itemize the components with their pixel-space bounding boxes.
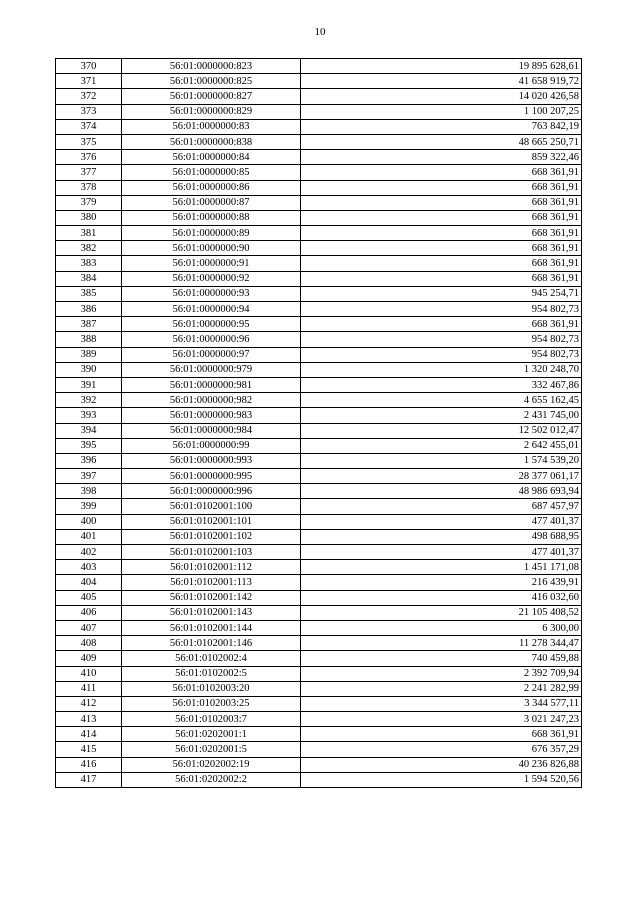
row-number-cell: 414 [56, 727, 122, 742]
table-row [56, 620, 582, 635]
cadastral-value-cell: 668 361,91 [301, 727, 582, 742]
table-row [56, 590, 582, 605]
row-number-cell: 390 [56, 362, 122, 377]
table-row [56, 150, 582, 165]
row-number-cell: 404 [56, 575, 122, 590]
row-number-cell: 400 [56, 514, 122, 529]
table-row [56, 317, 582, 332]
row-number-cell: 406 [56, 605, 122, 620]
cadastral-value-cell: 41 658 919,72 [301, 74, 582, 89]
cadastral-value-cell: 668 361,91 [301, 256, 582, 271]
row-number-cell: 386 [56, 302, 122, 317]
table-row [56, 575, 582, 590]
cadastral-number-cell: 56:01:0000000:89 [122, 226, 301, 241]
table-row [56, 377, 582, 392]
row-number-cell: 403 [56, 560, 122, 575]
table-body [56, 59, 582, 788]
cadastral-number-cell: 56:01:0000000:90 [122, 241, 301, 256]
cadastral-value-cell: 763 842,19 [301, 119, 582, 134]
table-row [56, 666, 582, 681]
cadastral-value-cell: 1 574 539,20 [301, 453, 582, 468]
table-row [56, 332, 582, 347]
cadastral-number-cell: 56:01:0000000:88 [122, 210, 301, 225]
row-number-cell: 395 [56, 438, 122, 453]
cadastral-value-cell: 945 254,71 [301, 286, 582, 301]
cadastral-number-cell: 56:01:0102001:103 [122, 545, 301, 560]
table-row [56, 74, 582, 89]
table-row [56, 742, 582, 757]
row-number-cell: 399 [56, 499, 122, 514]
table-row [56, 210, 582, 225]
row-number-cell: 373 [56, 104, 122, 119]
cadastral-value-cell: 668 361,91 [301, 271, 582, 286]
cadastral-value-cell: 21 105 408,52 [301, 605, 582, 620]
row-number-cell: 375 [56, 134, 122, 149]
cadastral-value-cell: 477 401,37 [301, 545, 582, 560]
cadastral-value-cell: 3 021 247,23 [301, 712, 582, 727]
cadastral-value-cell: 2 241 282,99 [301, 681, 582, 696]
row-number-cell: 409 [56, 651, 122, 666]
cadastral-value-cell: 1 100 207,25 [301, 104, 582, 119]
cadastral-number-cell: 56:01:0102001:113 [122, 575, 301, 590]
cadastral-value-cell: 954 802,73 [301, 302, 582, 317]
row-number-cell: 370 [56, 59, 122, 74]
table-row [56, 347, 582, 362]
cadastral-value-cell: 668 361,91 [301, 165, 582, 180]
table-row [56, 89, 582, 104]
row-number-cell: 401 [56, 529, 122, 544]
table-row [56, 165, 582, 180]
cadastral-number-cell: 56:01:0000000:92 [122, 271, 301, 286]
row-number-cell: 411 [56, 681, 122, 696]
row-number-cell: 388 [56, 332, 122, 347]
row-number-cell: 405 [56, 590, 122, 605]
row-number-cell: 407 [56, 620, 122, 635]
table-row [56, 226, 582, 241]
table-row [56, 696, 582, 711]
row-number-cell: 380 [56, 210, 122, 225]
cadastral-value-cell: 668 361,91 [301, 195, 582, 210]
table-row [56, 119, 582, 134]
cadastral-value-cell: 668 361,91 [301, 210, 582, 225]
row-number-cell: 410 [56, 666, 122, 681]
cadastral-number-cell: 56:01:0202001:5 [122, 742, 301, 757]
table-row [56, 772, 582, 787]
row-number-cell: 413 [56, 712, 122, 727]
page-number: 10 [314, 26, 326, 38]
cadastral-number-cell: 56:01:0000000:94 [122, 302, 301, 317]
cadastral-value-cell: 676 357,29 [301, 742, 582, 757]
cadastral-value-cell: 1 594 520,56 [301, 772, 582, 787]
cadastral-number-cell: 56:01:0000000:996 [122, 484, 301, 499]
cadastral-value-cell: 40 236 826,88 [301, 757, 582, 772]
cadastral-number-cell: 56:01:0000000:981 [122, 377, 301, 392]
cadastral-value-cell: 4 655 162,45 [301, 393, 582, 408]
cadastral-number-cell: 56:01:0000000:825 [122, 74, 301, 89]
cadastral-value-cell: 12 502 012,47 [301, 423, 582, 438]
cadastral-number-cell: 56:01:0000000:829 [122, 104, 301, 119]
cadastral-number-cell: 56:01:0102001:146 [122, 636, 301, 651]
cadastral-value-cell: 954 802,73 [301, 332, 582, 347]
cadastral-number-cell: 56:01:0000000:91 [122, 256, 301, 271]
table-row [56, 256, 582, 271]
row-number-cell: 417 [56, 772, 122, 787]
table-row [56, 727, 582, 742]
row-number-cell: 416 [56, 757, 122, 772]
table-row [56, 438, 582, 453]
cadastral-value-cell: 2 431 745,00 [301, 408, 582, 423]
cadastral-number-cell: 56:01:0102001:143 [122, 605, 301, 620]
table-row [56, 59, 582, 74]
cadastral-value-cell: 48 986 693,94 [301, 484, 582, 499]
cadastral-number-cell: 56:01:0102003:25 [122, 696, 301, 711]
cadastral-number-cell: 56:01:0000000:95 [122, 317, 301, 332]
cadastral-value-cell: 668 361,91 [301, 317, 582, 332]
row-number-cell: 371 [56, 74, 122, 89]
row-number-cell: 392 [56, 393, 122, 408]
cadastral-number-cell: 56:01:0102003:7 [122, 712, 301, 727]
table-row [56, 286, 582, 301]
table-row [56, 362, 582, 377]
cadastral-number-cell: 56:01:0000000:87 [122, 195, 301, 210]
cadastral-number-cell: 56:01:0102001:144 [122, 620, 301, 635]
table-row [56, 545, 582, 560]
cadastral-number-cell: 56:01:0000000:993 [122, 453, 301, 468]
cadastral-number-cell: 56:01:0000000:823 [122, 59, 301, 74]
cadastral-number-cell: 56:01:0000000:97 [122, 347, 301, 362]
table-row [56, 529, 582, 544]
row-number-cell: 383 [56, 256, 122, 271]
cadastral-number-cell: 56:01:0202001:1 [122, 727, 301, 742]
row-number-cell: 372 [56, 89, 122, 104]
cadastral-number-cell: 56:01:0000000:86 [122, 180, 301, 195]
cadastral-value-cell: 668 361,91 [301, 241, 582, 256]
cadastral-number-cell: 56:01:0000000:83 [122, 119, 301, 134]
table-row [56, 423, 582, 438]
table-row [56, 651, 582, 666]
cadastral-value-cell: 416 032,60 [301, 590, 582, 605]
cadastral-value-cell: 216 439,91 [301, 575, 582, 590]
table-row [56, 195, 582, 210]
table-row [56, 104, 582, 119]
table-row [56, 757, 582, 772]
row-number-cell: 391 [56, 377, 122, 392]
cadastral-number-cell: 56:01:0000000:995 [122, 469, 301, 484]
row-number-cell: 387 [56, 317, 122, 332]
row-number-cell: 376 [56, 150, 122, 165]
cadastral-value-cell: 332 467,86 [301, 377, 582, 392]
row-number-cell: 378 [56, 180, 122, 195]
cadastral-number-cell: 56:01:0000000:982 [122, 393, 301, 408]
table-row [56, 393, 582, 408]
cadastral-value-cell: 859 322,46 [301, 150, 582, 165]
row-number-cell: 396 [56, 453, 122, 468]
row-number-cell: 397 [56, 469, 122, 484]
row-number-cell: 381 [56, 226, 122, 241]
cadastral-value-cell: 668 361,91 [301, 180, 582, 195]
table-row [56, 514, 582, 529]
row-number-cell: 398 [56, 484, 122, 499]
cadastral-value-cell: 14 020 426,58 [301, 89, 582, 104]
cadastral-number-cell: 56:01:0000000:85 [122, 165, 301, 180]
cadastral-value-cell: 2 642 455,01 [301, 438, 582, 453]
row-number-cell: 384 [56, 271, 122, 286]
cadastral-number-cell: 56:01:0102001:100 [122, 499, 301, 514]
cadastral-number-cell: 56:01:0102001:101 [122, 514, 301, 529]
table-row [56, 302, 582, 317]
cadastral-number-cell: 56:01:0000000:84 [122, 150, 301, 165]
cadastral-value-cell: 6 300,00 [301, 620, 582, 635]
row-number-cell: 412 [56, 696, 122, 711]
cadastral-value-cell: 1 320 248,70 [301, 362, 582, 377]
table-row [56, 681, 582, 696]
cadastral-number-cell: 56:01:0102003:20 [122, 681, 301, 696]
table-row [56, 469, 582, 484]
cadastral-number-cell: 56:01:0000000:984 [122, 423, 301, 438]
cadastral-number-cell: 56:01:0000000:979 [122, 362, 301, 377]
cadastral-value-cell: 498 688,95 [301, 529, 582, 544]
cadastral-value-cell: 19 895 628,61 [301, 59, 582, 74]
cadastral-value-cell: 477 401,37 [301, 514, 582, 529]
cadastral-value-table [55, 58, 582, 788]
row-number-cell: 382 [56, 241, 122, 256]
row-number-cell: 374 [56, 119, 122, 134]
cadastral-value-cell: 668 361,91 [301, 226, 582, 241]
cadastral-number-cell: 56:01:0102001:112 [122, 560, 301, 575]
cadastral-number-cell: 56:01:0202002:2 [122, 772, 301, 787]
cadastral-number-cell: 56:01:0000000:838 [122, 134, 301, 149]
cadastral-number-cell: 56:01:0000000:96 [122, 332, 301, 347]
cadastral-number-cell: 56:01:0102002:5 [122, 666, 301, 681]
table-row [56, 499, 582, 514]
row-number-cell: 389 [56, 347, 122, 362]
table-row [56, 453, 582, 468]
cadastral-value-cell: 48 665 250,71 [301, 134, 582, 149]
cadastral-number-cell: 56:01:0102002:4 [122, 651, 301, 666]
row-number-cell: 379 [56, 195, 122, 210]
cadastral-number-cell: 56:01:0102001:102 [122, 529, 301, 544]
cadastral-number-cell: 56:01:0000000:99 [122, 438, 301, 453]
cadastral-value-cell: 687 457,97 [301, 499, 582, 514]
row-number-cell: 385 [56, 286, 122, 301]
table-row [56, 271, 582, 286]
table-row [56, 712, 582, 727]
cadastral-value-cell: 954 802,73 [301, 347, 582, 362]
cadastral-value-cell: 28 377 061,17 [301, 469, 582, 484]
table-row [56, 636, 582, 651]
cadastral-value-cell: 740 459,88 [301, 651, 582, 666]
cadastral-value-cell: 1 451 171,08 [301, 560, 582, 575]
cadastral-number-cell: 56:01:0000000:93 [122, 286, 301, 301]
table-row [56, 134, 582, 149]
cadastral-value-cell: 2 392 709,94 [301, 666, 582, 681]
table-row [56, 605, 582, 620]
row-number-cell: 408 [56, 636, 122, 651]
cadastral-number-cell: 56:01:0000000:827 [122, 89, 301, 104]
table-row [56, 484, 582, 499]
row-number-cell: 377 [56, 165, 122, 180]
cadastral-number-cell: 56:01:0000000:983 [122, 408, 301, 423]
row-number-cell: 393 [56, 408, 122, 423]
table-row [56, 241, 582, 256]
cadastral-number-cell: 56:01:0202002:19 [122, 757, 301, 772]
row-number-cell: 415 [56, 742, 122, 757]
row-number-cell: 402 [56, 545, 122, 560]
cadastral-value-cell: 3 344 577,11 [301, 696, 582, 711]
table-row [56, 408, 582, 423]
table-row [56, 180, 582, 195]
cadastral-number-cell: 56:01:0102001:142 [122, 590, 301, 605]
cadastral-value-cell: 11 278 344,47 [301, 636, 582, 651]
row-number-cell: 394 [56, 423, 122, 438]
table-row [56, 560, 582, 575]
